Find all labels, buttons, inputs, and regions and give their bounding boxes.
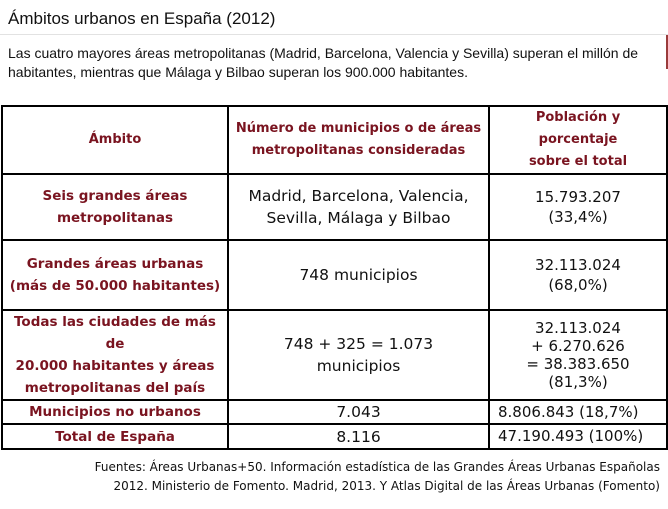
source-note: Fuentes: Áreas Urbanas+50. Información estadística de las Grandes Áreas Urbanas Españolas 2012. Ministerio de Fomento. Madrid, 2013. Y Atlas Digital de las Áreas Urbanas (Fomento) <box>94 460 660 493</box>
row-label: Seis grandes áreas metropolitanas <box>2 174 228 240</box>
row-poblacion: 32.113.024 + 6.270.626 = 38.383.650 (81,3%) <box>489 310 667 400</box>
table-row <box>2 310 667 400</box>
urban-areas-table <box>1 105 668 450</box>
row-poblacion: 32.113.024 (68,0%) <box>489 240 667 310</box>
row-label: Total de España <box>2 424 228 449</box>
row-poblacion: 15.793.207 (33,4%) <box>489 174 667 240</box>
row-municipios: Madrid, Barcelona, Valencia, Sevilla, Málaga y Bilbao <box>228 174 489 240</box>
row-municipios: 7.043 <box>228 400 489 424</box>
lead-paragraph: Las cuatro mayores áreas metropolitanas (Madrid, Barcelona, Valencia y Sevilla) superan el millón de habitantes, mientras que Málaga y Bilbao superan los 900.000 habitantes. <box>8 45 639 80</box>
table-row <box>2 400 667 424</box>
table-header-row <box>2 106 667 174</box>
table-row <box>2 174 667 240</box>
table-row <box>2 424 667 449</box>
row-poblacion: 8.806.843 (18,7%) <box>489 400 667 424</box>
title-divider <box>0 34 668 35</box>
row-label: Todas las ciudades de más de 20.000 habitantes y áreas metropolitanas del país <box>2 310 228 400</box>
page-title: Ámbitos urbanos en España (2012) <box>8 9 276 28</box>
header-poblacion: Población y porcentaje sobre el total <box>489 106 667 174</box>
row-label: Municipios no urbanos <box>2 400 228 424</box>
row-poblacion: 47.190.493 (100%) <box>489 424 667 449</box>
row-municipios: 748 + 325 = 1.073 municipios <box>228 310 489 400</box>
header-municipios: Número de municipios o de áreas metropolitanas consideradas <box>228 106 489 174</box>
header-ambito: Ámbito <box>2 106 228 174</box>
row-label: Grandes áreas urbanas (más de 50.000 habitantes) <box>2 240 228 310</box>
row-municipios: 8.116 <box>228 424 489 449</box>
table-row <box>2 240 667 310</box>
row-municipios: 748 municipios <box>228 240 489 310</box>
